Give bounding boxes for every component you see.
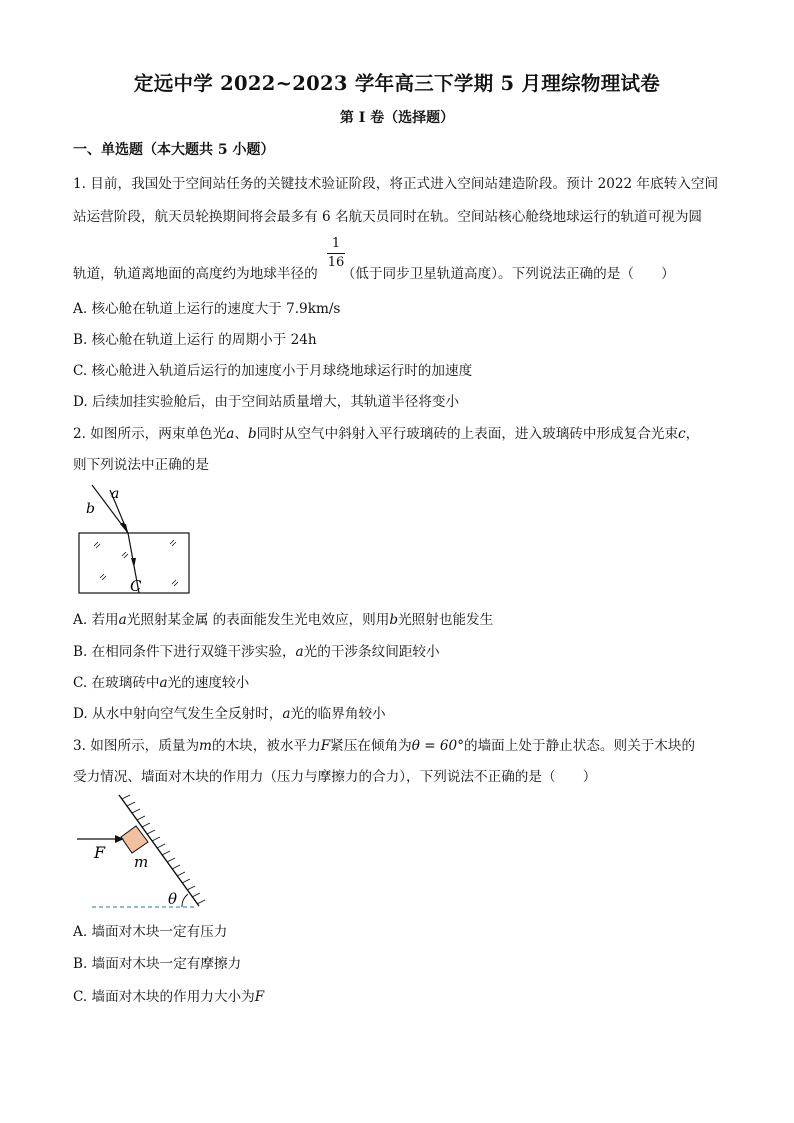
fraction-denominator: 16 [327, 255, 345, 270]
q1-line-3-pre: 轨道，轨道离地面的高度约为地球半径的 [73, 266, 318, 282]
q2-line-1 [73, 422, 699, 442]
q2-option-text: D. 从水中射向空气发生全反射时， [73, 706, 283, 722]
q2-var-a: a [226, 426, 235, 442]
q2-option-text: 光的速度较小 [167, 675, 250, 691]
q3-var-F: F [320, 738, 331, 754]
q2-option-text: 光照射某金属 的表面能发生光电效应，则用 [126, 612, 390, 628]
q3-var-F: F [254, 989, 265, 1005]
q2-var-c: c [678, 426, 686, 442]
q2-option-text: C. 在玻璃砖中 [73, 675, 160, 691]
section-heading: 一、单选题（本大题共 5 小题） [73, 142, 275, 158]
q2-option-text: 光的干涉条纹间距较小 [303, 644, 440, 660]
q2-var-b: b [247, 426, 257, 442]
q2-text: 同时从空气中斜射入平行玻璃砖的上表面，进入玻璃砖中形成复合光束 [256, 426, 679, 442]
label-force-f: F [94, 843, 106, 862]
q2-var-a: a [295, 644, 304, 660]
q2-var-a: a [159, 675, 168, 691]
angle-arc [182, 894, 188, 907]
q3-option-a: A. 墙面对木块一定有压力 [73, 924, 228, 940]
q2-option-text: 光的临界角较小 [290, 706, 386, 722]
q1-fraction [326, 236, 346, 271]
q1-line-3-post: （低于同步卫星轨道高度）。下列说法正确的是（ ） [341, 266, 675, 282]
q2-var-a: a [118, 612, 127, 628]
q3-text: 3. 如图所示，质量为 [73, 738, 200, 754]
label-a: a [111, 486, 120, 502]
arrowhead-b [121, 524, 128, 533]
exam-subtitle: 第 I 卷（选择题） [339, 110, 455, 126]
label-b: b [86, 501, 95, 517]
q3-text: 的墙面上处于静止状态。则关于木块的 [464, 738, 696, 754]
q2-var-a: a [282, 706, 291, 722]
q1-option-c: C. 核心舱进入轨道后运行的加速度小于月球绕地球运行时的加速度 [73, 363, 473, 379]
q3-wall-figure [74, 790, 214, 914]
q2-option-text: B. 在相同条件下进行双缝干涉实验， [73, 644, 296, 660]
q1-option-b: B. 核心舱在轨道上运行 的周期小于 24h [73, 332, 317, 348]
q3-option-c [73, 985, 264, 1005]
q2-text: 、 [234, 426, 248, 442]
label-c: C [130, 577, 142, 595]
q2-option-text: A. 若用 [73, 612, 119, 628]
q1-line-3 [73, 262, 675, 282]
q3-text: 紧压在倾角为 [330, 738, 412, 754]
q3-option-text: C. 墙面对木块的作用力大小为 [73, 989, 255, 1005]
fraction-numerator: 1 [331, 236, 341, 251]
q2-option-d [73, 702, 386, 722]
q3-line-1 [73, 734, 695, 754]
q3-theta-equation: θ = 60° [411, 738, 464, 754]
q3-option-b: B. 墙面对木块一定有摩擦力 [73, 956, 242, 972]
q2-option-c [73, 671, 249, 691]
q2-glass-figure [74, 480, 194, 596]
arrowhead-c [131, 558, 136, 568]
q3-var-m: m [199, 738, 212, 754]
q1-option-a: A. 核心舱在轨道上运行的速度大于 7.9km/s [73, 301, 341, 317]
label-theta: θ [168, 890, 178, 908]
q2-line-2: 则下列说法中正确的是 [73, 457, 209, 473]
q3-text: 的木块，被水平力 [211, 738, 321, 754]
q2-text: 2. 如图所示，两束单色光 [73, 426, 227, 442]
q1-option-d: D. 后续加挂实验舱后，由于空间站质量增大，其轨道半径将变小 [73, 394, 460, 410]
q1-line-1: 1. 目前，我国处于空间站任务的关键技术验证阶段，将正式进入空间站建造阶段。预计 2022 年底转入空间 [73, 176, 719, 192]
q2-option-text: 光照射也能发生 [398, 612, 494, 628]
q2-option-b [73, 640, 440, 660]
q2-text: ， [685, 426, 700, 442]
exam-title: 定远中学 2022~2023 学年高三下学期 5 月理综物理试卷 [133, 72, 661, 95]
label-mass-m: m [134, 853, 149, 871]
q3-line-2: 受力情况、墙面对木块的作用力（压力与摩擦力的合力），下列说法不正确的是（ ） [73, 769, 597, 785]
q2-var-b: b [389, 612, 399, 628]
q2-option-a [73, 608, 493, 628]
q1-line-2: 站运营阶段，航天员轮换期间将会最多有 6 名航天员同时在轨。空间站核心舱绕地球运行的轨道可视为圆 [73, 209, 703, 225]
